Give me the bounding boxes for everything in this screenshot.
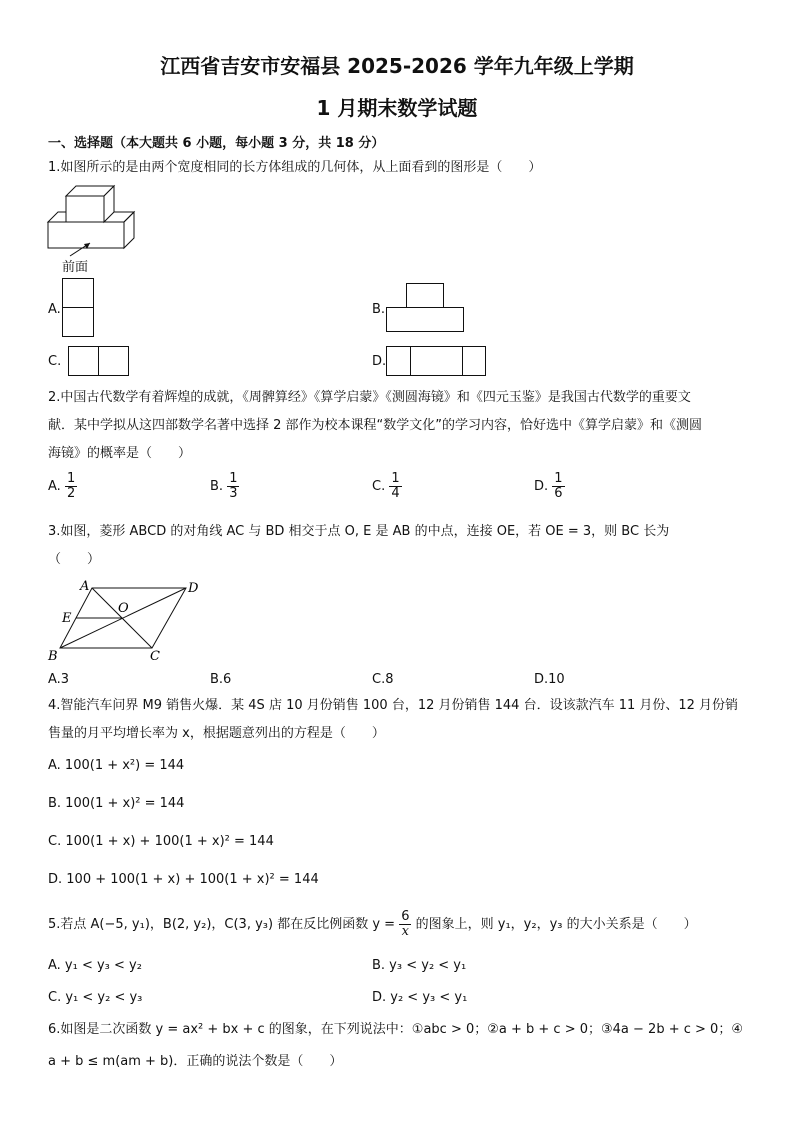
q4-option-d[interactable]: D. 100 + 100(1 + x) + 100(1 + x)² = 144 xyxy=(48,872,319,887)
q2-option-b-fraction: $\frac{1}{3}$ xyxy=(229,471,238,501)
point-label-e: E xyxy=(62,611,72,626)
question-5-stem: 5.若点 A(−5, y₁)，B(2, y₂)，C(3, y₃) 都在反比例函数 y = $\frac{6}{x}$ 的图象上，则 y₁，y₂，y₃ 的大小关系是（ ） xyxy=(48,909,697,939)
point-label-b: B xyxy=(48,649,58,664)
q2-option-d[interactable]: D. $\frac{1}{6}$ xyxy=(534,471,563,501)
point-label-d: D xyxy=(188,581,199,596)
point-label-a: A xyxy=(80,579,90,594)
q2-option-b[interactable]: B. $\frac{1}{3}$ xyxy=(210,471,238,501)
q1-option-b-label[interactable]: B. xyxy=(372,302,386,317)
question-6-line1: 6.如图是二次函数 y = ax² + bx + c 的图象，在下列说法中：①abc > 0；②a + b + c > 0；③4a − 2b + c > 0；④ xyxy=(48,1022,743,1037)
q3-option-a[interactable]: A.3 xyxy=(48,672,70,687)
q5-option-b[interactable]: B. y₃ < y₂ < y₁ xyxy=(372,958,467,973)
q2-option-d-fraction: $\frac{1}{6}$ xyxy=(554,471,563,501)
q1-option-a-label[interactable]: A. xyxy=(48,302,61,317)
q4-option-c[interactable]: C. 100(1 + x) + 100(1 + x)² = 144 xyxy=(48,834,274,849)
question-2-line1: 2.中国古代数学有着辉煌的成就，《周髀算经》《算学启蒙》《测圆海镜》和《四元玉鉴》是我国古代数学的重要文 xyxy=(48,390,691,405)
q5-option-d[interactable]: D. y₂ < y₃ < y₁ xyxy=(372,990,468,1005)
q4-option-a[interactable]: A. 100(1 + x²) = 144 xyxy=(48,758,185,773)
question-4-line2: 售量的月平均增长率为 x，根据题意列出的方程是（ ） xyxy=(48,726,385,741)
question-2-line2: 献．某中学拟从这四部数学名著中选择 2 部作为校本课程“数学文化”的学习内容，恰好选中《算学启蒙》和《测圆 xyxy=(48,418,703,433)
q5-function-fraction: $\frac{6}{x}$ xyxy=(401,909,410,939)
q3-option-d[interactable]: D.10 xyxy=(534,672,565,687)
q2-option-c-fraction: $\frac{1}{4}$ xyxy=(391,471,400,501)
q2-option-a-fraction: $\frac{1}{2}$ xyxy=(66,471,76,501)
question-3-line2: （ ） xyxy=(48,552,101,567)
q2-option-a[interactable]: A. $\frac{1}{2}$ xyxy=(48,471,76,501)
question-1-stem: 1.如图所示的是由两个宽度相同的长方体组成的几何体，从上面看到的图形是（ ） xyxy=(48,160,542,175)
q5-option-a[interactable]: A. y₁ < y₃ < y₂ xyxy=(48,958,142,973)
paper-title-line1: 江西省吉安市安福县 2025-2026 学年九年级上学期 xyxy=(160,54,634,78)
q3-option-b[interactable]: B.6 xyxy=(210,672,232,687)
point-label-c: C xyxy=(150,649,160,664)
paper-title-line2: 1 月期末数学试题 xyxy=(316,96,478,120)
q4-option-b[interactable]: B. 100(1 + x)² = 144 xyxy=(48,796,185,811)
q5-option-c[interactable]: C. y₁ < y₂ < y₃ xyxy=(48,990,143,1005)
q2-option-c[interactable]: C. $\frac{1}{4}$ xyxy=(372,471,400,501)
question-2-line3: 海镜》的概率是（ ） xyxy=(48,446,192,461)
q1-option-c-label[interactable]: C. xyxy=(48,354,62,369)
question-6-line2: a + b ≤ m(am + b)．正确的说法个数是（ ） xyxy=(48,1054,343,1069)
question-3-line1: 3.如图，菱形 ABCD 的对角线 AC 与 BD 相交于点 O, E 是 AB 的中点，连接 OE，若 OE = 3，则 BC 长为 xyxy=(48,524,670,539)
question-4-line1: 4.智能汽车问界 M9 销售火爆．某 4S 店 10 月份销售 100 台，12 月份销售 144 台．设该款汽车 11 月份、12 月份销 xyxy=(48,698,739,713)
q3-option-c[interactable]: C.8 xyxy=(372,672,394,687)
q1-front-label: 前面 xyxy=(62,260,89,275)
q1-option-d-label[interactable]: D. xyxy=(372,354,387,369)
point-label-o: O xyxy=(118,601,129,616)
section-heading: 一、选择题（本大题共 6 小题，每小题 3 分，共 18 分） xyxy=(48,136,385,151)
